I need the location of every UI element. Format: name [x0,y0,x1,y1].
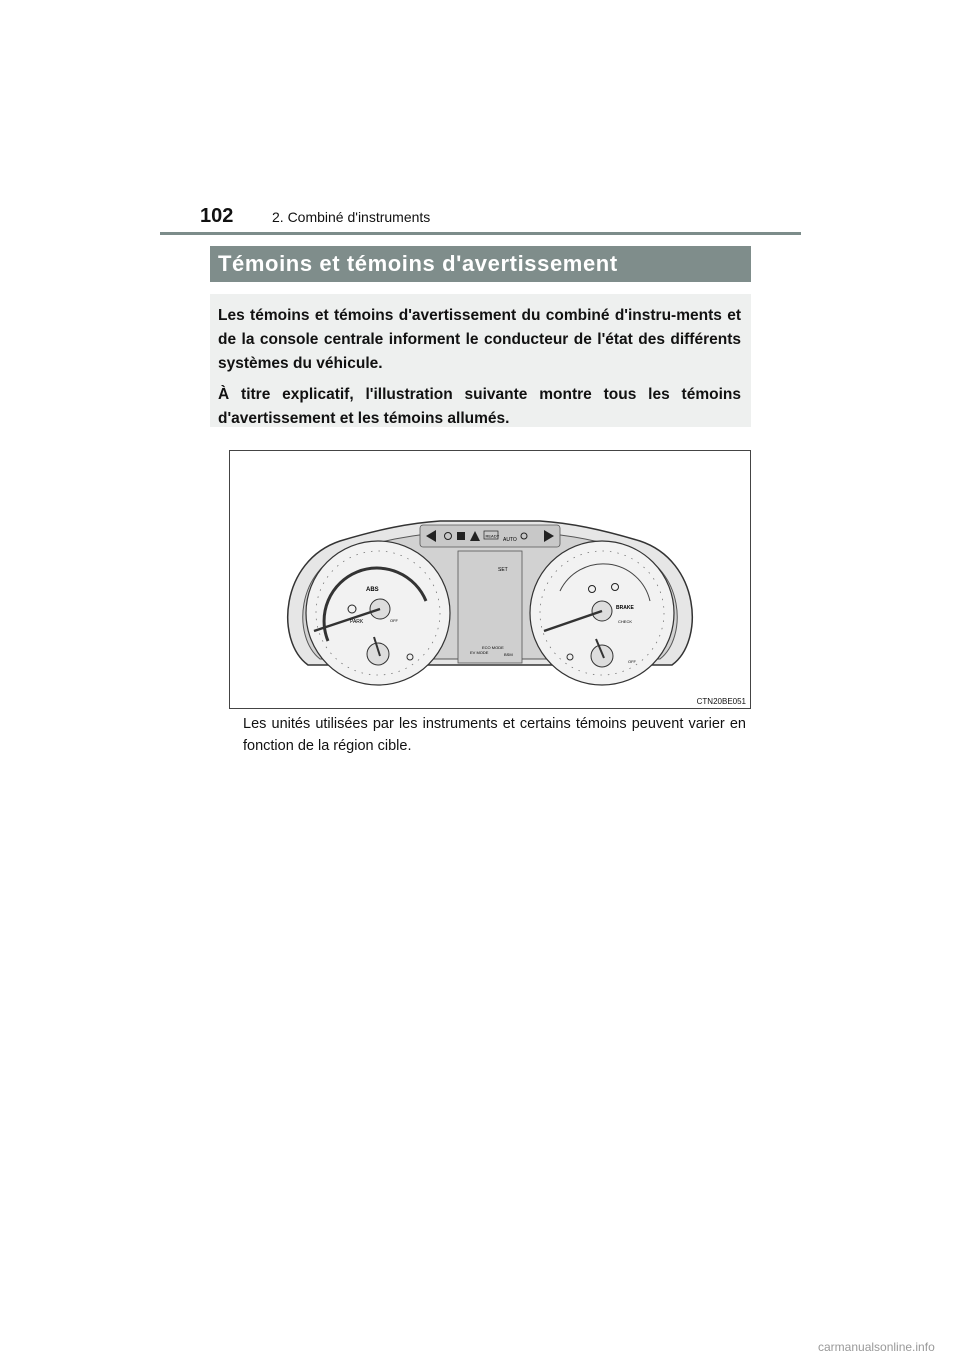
page-title: Témoins et témoins d'avertissement [210,246,751,282]
right-sub-gauge-hub [591,645,613,667]
page-number: 102 [200,205,234,227]
left-sub-gauge-hub [367,643,389,665]
intro-box [210,294,751,427]
watermark: carmanualsonline.info [818,1340,935,1354]
headlight-icon [457,532,465,540]
instrument-cluster-figure [229,450,751,709]
section-title: 2. Combiné d'instruments [272,209,431,225]
check-label: CHECK [618,619,633,624]
header-rule [160,232,801,235]
ready-label: READY [485,533,500,539]
figure-caption: Les unités utilisées par les instruments et certains témoins peuvent varier en fonction de la région cible. [243,716,746,754]
instrument-cluster-illustration [230,451,750,708]
auto-light-label: AUTO [503,537,517,543]
park-label: PARK [350,619,364,625]
eco-mode-label: ECO MODE [482,645,504,650]
ev-mode-label: EV MODE [470,650,489,655]
off-label-left: OFF [390,618,398,623]
figure-code: CTN20BE051 [696,697,746,706]
bsm-label: BSM [504,652,513,657]
off-label-right: OFF [628,659,636,664]
intro-paragraph-2: À titre explicatif, l'illustration suivante montre tous les témoins d'avertissement et les témoins allumés. [218,386,741,427]
intro-paragraph-1: Les témoins et témoins d'avertissement du combiné d'instru-ments et de la console centrale informent le conducteur de l'état des différents systèmes du véhicule. [218,307,741,372]
brake-label: BRAKE [616,605,634,611]
abs-label: ABS [366,587,379,593]
cruise-set-label: SET [498,567,508,573]
